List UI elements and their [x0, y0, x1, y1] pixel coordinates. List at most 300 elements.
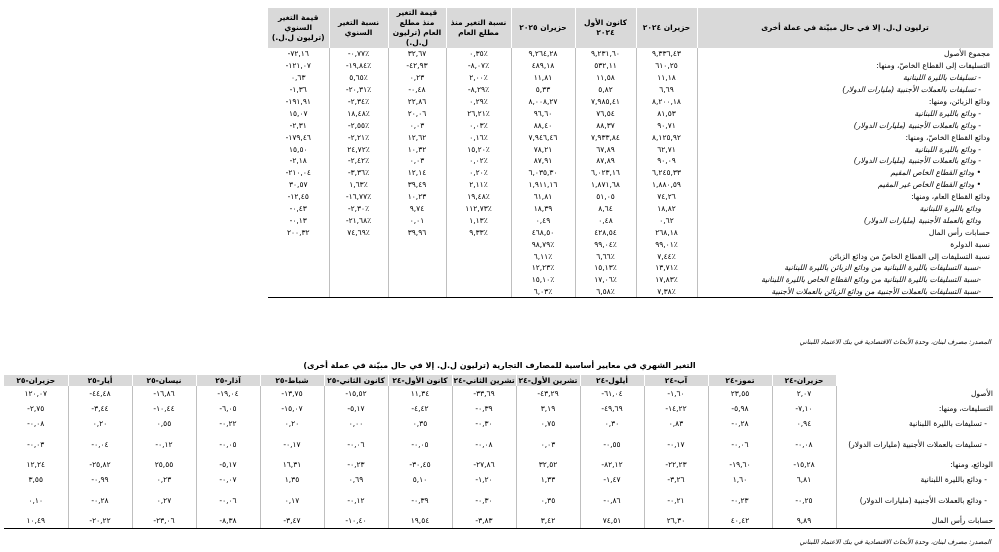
table-row	[268, 48, 993, 60]
cell-value: -٣,٤٧	[260, 513, 324, 528]
row-label: نسبة الدولرة	[950, 239, 990, 249]
cell-value	[446, 238, 511, 250]
cell-value: -١٩١,٩١	[268, 96, 329, 108]
column-header: أيلول-٢٤	[580, 375, 644, 386]
row-label: ودائع الزبائن، ومنها:	[928, 97, 990, 106]
row-label: حسابات رأس المال	[928, 227, 990, 237]
cell-value	[388, 238, 446, 250]
cell-value	[268, 274, 329, 286]
cell-value: ١١٢,٧٣٪	[446, 203, 511, 215]
cell-value: ٦,٦٩	[636, 84, 697, 96]
cell-value: ٨٧,٨٩	[575, 155, 636, 167]
cell-value: ٠,٢٣	[388, 72, 446, 84]
table-title: ترليون ل.ل. إلا في حال مبيّنة في عملة أخرى	[697, 8, 993, 48]
cell-value: ١,٣٣	[516, 472, 580, 487]
cell-value: -٨٢,١٢	[580, 457, 644, 472]
cell-value: -١,٤٧	[580, 472, 644, 487]
column-header: كانون الثاني-٢٥	[324, 375, 388, 386]
row-label: حسابات رأس المال	[836, 513, 995, 528]
header-blank	[836, 375, 995, 386]
cell-value: -٤٢,٩٣	[388, 60, 446, 72]
table-row	[268, 214, 993, 226]
cell-value: -٠,١٧	[260, 431, 324, 457]
cell-value: -٢,٣٠٪	[329, 203, 388, 215]
cell-value: ٠,٢٩٪	[446, 96, 511, 108]
cell-value	[268, 286, 329, 298]
cell-value: ٢,٠٧	[772, 386, 836, 401]
cell-value: -١٩,٠٤	[196, 386, 260, 401]
cell-value: ١٢٠,٠٧	[4, 386, 68, 401]
cell-value: -١٢,٤٥	[268, 191, 329, 203]
table-row	[4, 401, 995, 416]
balance-sheet-table	[268, 8, 994, 298]
cell-value: ٨٨,٤٠	[511, 119, 575, 131]
cell-value: ٨١,٥٣	[636, 107, 697, 119]
cell-value: ٩,٣٣٦,٤٣	[636, 48, 697, 60]
row-label: ودائع القطاع الخاصّ، ومنها:	[905, 132, 990, 142]
cell-value: -٣,٣٦٪	[329, 167, 388, 179]
cell-value: -١٦,٨٦	[132, 386, 196, 401]
cell-value	[268, 238, 329, 250]
column-header: قيمة التغير منذ مطلع العام (ترليون ل.ل.)	[388, 8, 446, 48]
cell-value: -٣٠,٤٥	[388, 457, 452, 472]
cell-value: ٩,٣٣٪	[446, 226, 511, 238]
cell-value: ٠,٠١	[388, 214, 446, 226]
cell-value: ٥١,٠٥	[575, 191, 636, 203]
cell-value: -٠,٠٦	[196, 487, 260, 513]
table-row	[268, 60, 993, 72]
cell-value: ١,٦٣٪	[329, 179, 388, 191]
cell-value: -٠,٠٦	[708, 431, 772, 457]
cell-value: ٤٨٩,١٨	[511, 60, 575, 72]
cell-value: ٦١٠,٢٥	[636, 60, 697, 72]
cell-value: ١٢,٢٤	[4, 457, 68, 472]
cell-value: -٥,١٧	[324, 401, 388, 416]
cell-value: ٦١,٨١	[511, 191, 575, 203]
cell-value: ١٥,١٠٪	[511, 274, 575, 286]
cell-value: ٢٢,٨٦	[388, 96, 446, 108]
table-row	[268, 179, 993, 191]
cell-value: ٦,٨١	[772, 472, 836, 487]
cell-value: -٢,٥٥٪	[329, 119, 388, 131]
cell-value: ٧٤,٦٩٪	[329, 226, 388, 238]
cell-value: ٤٢٨,٥٤	[575, 226, 636, 238]
table-row	[4, 457, 995, 472]
cell-value: -٨,٣٨	[196, 513, 260, 528]
cell-value: ٤٠,٤٢	[708, 513, 772, 528]
cell-value: ٠,٣٥	[388, 416, 452, 431]
cell-value: ٠,٢٠٪	[446, 167, 511, 179]
table-row	[4, 386, 995, 401]
cell-value: ٥,٣٣	[511, 84, 575, 96]
cell-value: ٣,٤٢	[516, 513, 580, 528]
cell-value	[268, 262, 329, 274]
cell-value: -٠,٣٩	[452, 401, 516, 416]
cell-value: ٦,١١٪	[511, 250, 575, 262]
cell-value: ٣٩,٤٩	[388, 179, 446, 191]
cell-value: -٠,٧٧٪	[329, 48, 388, 60]
cell-value: ٦,٦٦٪	[575, 250, 636, 262]
cell-value: -٢,٤٢٪	[329, 155, 388, 167]
row-label: - ودائع بالعملات الأجنبية (مليارات الدولار)	[853, 156, 981, 166]
cell-value: ١٠,٢٣	[388, 191, 446, 203]
cell-value: ٦٢,٧١	[636, 143, 697, 155]
cell-value: ٣,١٩	[516, 401, 580, 416]
cell-value	[329, 262, 388, 274]
cell-value: ٠,٠٣	[388, 119, 446, 131]
cell-value: -٠,٠٨	[4, 416, 68, 431]
cell-value: ١١,٥٨	[575, 72, 636, 84]
cell-value: ١,٨٨٠,٥٩	[636, 179, 697, 191]
row-label: نسبة التسليفات إلى القطاع الخاصّ من ودائع الزبائن	[829, 251, 990, 261]
cell-value: -١,٣٦	[268, 84, 329, 96]
cell-value: ١,٣٥	[260, 472, 324, 487]
cell-value	[388, 250, 446, 262]
cell-value: ٢٣,٥٥	[708, 386, 772, 401]
cell-value	[329, 250, 388, 262]
cell-value: -٠,٠٧	[196, 472, 260, 487]
cell-value: ٩,٨٩	[772, 513, 836, 528]
cell-value	[388, 286, 446, 298]
cell-value: ١٠,٣٢	[388, 143, 446, 155]
row-label: التسليفات إلى القطاع الخاصّ، ومنها:	[876, 61, 990, 71]
table-row	[268, 203, 993, 215]
cell-value: ٧,٩٨٥,٤١	[575, 96, 636, 108]
table-row	[268, 119, 993, 131]
cell-value: ٧٤,٢٦	[636, 191, 697, 203]
cell-value: -٢٧,٨٦	[452, 457, 516, 472]
table-row	[268, 274, 993, 286]
monthly-change-table	[4, 375, 996, 529]
cell-value: ٠,٧٥	[516, 416, 580, 431]
cell-value: ١٦,٣١	[260, 457, 324, 472]
cell-value: -٤٤,٤٨	[68, 386, 132, 401]
cell-value: ٠,٢٧	[132, 487, 196, 513]
cell-value: ٥,٨٢	[575, 84, 636, 96]
cell-value: -٦١,٠٤	[580, 386, 644, 401]
cell-value: ٢٤,٧٢٪	[329, 143, 388, 155]
cell-value: ٩٠,٠٩	[636, 155, 697, 167]
cell-value: ١١,٨١	[511, 72, 575, 84]
cell-value: -٠,٣٠	[452, 487, 516, 513]
cell-value: -٠,٢٢	[196, 416, 260, 431]
cell-value: ٤٦٨,٥٠	[511, 226, 575, 238]
cell-value	[446, 274, 511, 286]
cell-value: -٢,٧٥	[4, 401, 68, 416]
cell-value: ١١,١٨	[636, 72, 697, 84]
column-header: تشرين الأول-٢٤	[516, 375, 580, 386]
cell-value: ٦٧,٨٩	[575, 143, 636, 155]
row-label: ودائع القطاع العام، ومنها:	[911, 192, 990, 202]
table-row	[4, 472, 995, 487]
cell-value: -٤,٤٢	[388, 401, 452, 416]
row-label: - تسليفات بالليرة اللبنانية	[902, 73, 981, 83]
column-header: نيسان-٢٥	[132, 375, 196, 386]
row-label: • ودائع القطاع الخاص غير المقيم	[877, 180, 981, 190]
cell-value: -٢,٢١٪	[329, 131, 388, 143]
cell-value: -١٢١,٠٧	[268, 60, 329, 72]
cell-value: ٩,٧٤	[388, 203, 446, 215]
cell-value: ٦,٥٨٪	[575, 286, 636, 298]
cell-value: -٠,٠٣	[4, 431, 68, 457]
cell-value: ٧٨,٢١	[511, 143, 575, 155]
cell-value: -٠,١٢	[324, 487, 388, 513]
cell-value: -٠,٢١	[644, 487, 708, 513]
cell-value: ٠,٠٠	[324, 416, 388, 431]
cell-value: ٠,٥٥	[132, 416, 196, 431]
cell-value: ٨,٠٠٨,٢٧	[511, 96, 575, 108]
cell-value: ٩,٢٣١,٦٠	[575, 48, 636, 60]
column-header: حزيران-٢٤	[772, 375, 836, 386]
cell-value: ٩٩,٠١٪	[636, 238, 697, 250]
row-label: • ودائع القطاع الخاص المقيم	[890, 168, 981, 178]
cell-value: ٠,٦٣	[268, 72, 329, 84]
cell-value: ١,١٣٪	[446, 214, 511, 226]
cell-value: -٠,٢٨	[708, 416, 772, 431]
table-row	[4, 431, 995, 457]
cell-value: ١,٦٠	[708, 472, 772, 487]
cell-value: ٢٥,٥٥	[132, 457, 196, 472]
cell-value: ٠,٢٣	[132, 472, 196, 487]
table-row	[268, 155, 993, 167]
cell-value: -٥,٩٨	[708, 401, 772, 416]
cell-value: ١١,٣٤	[388, 386, 452, 401]
cell-value: -٠,٤٣	[268, 203, 329, 215]
cell-value: -١٥,٥٢	[324, 386, 388, 401]
cell-value: ٣٠,٥٧	[268, 179, 329, 191]
cell-value: ٥,١٠	[388, 472, 452, 487]
cell-value: -٠,٨٦	[580, 487, 644, 513]
cell-value: -٣٣,٦٩	[452, 386, 516, 401]
cell-value: ٨٨,٣٧	[575, 119, 636, 131]
cell-value: ٧,٩٤٦,٤٦	[511, 131, 575, 143]
column-header: حزيران ٢٠٢٤	[636, 8, 697, 48]
cell-value: -١٣,٧٥	[260, 386, 324, 401]
cell-value: ١٧,٨٣٪	[636, 274, 697, 286]
column-header: حزيران-٢٥	[4, 375, 68, 386]
cell-value: -٢١٠,٠٤	[268, 167, 329, 179]
cell-value: ٥٣٢,١١	[575, 60, 636, 72]
cell-value: -٣,٤٤	[68, 401, 132, 416]
cell-value: -٤٩,٦٩	[580, 401, 644, 416]
cell-value: ٦,٠٢٣,١٦	[575, 167, 636, 179]
cell-value: -٠,٢٥	[772, 487, 836, 513]
row-label: التسليفات، ومنها:	[938, 404, 993, 413]
row-label: ودائع بالليرة اللبنانية	[919, 204, 981, 214]
cell-value: -٢١,٦٨٪	[329, 214, 388, 226]
table2-source: المصدر: مصرف لبنان، وحدة الأبحاث الاقتصادية في بنك الاعتماد اللبناني	[799, 538, 991, 546]
cell-value: -١٩,٦٠	[708, 457, 772, 472]
table-row	[4, 487, 995, 513]
row-label: -نسبة التسليفات بالليرة اللبنانية من ودائع القطاع الخاص بالليرة اللبنانية	[761, 275, 981, 285]
row-label: - تسليفات بالعملات الأجنبية (مليارات الدولار)	[842, 85, 981, 95]
column-header: نسبة التغير السنوي	[329, 8, 388, 48]
column-header: حزيران ٢٠٢٥	[511, 8, 575, 48]
cell-value: -٠,٤٨	[388, 84, 446, 96]
cell-value: ٢٦,٢١٪	[446, 107, 511, 119]
cell-value: ٠,٦٢	[636, 214, 697, 226]
cell-value: ١٢,٢٣٪	[511, 262, 575, 274]
cell-value: ٠,١٦٪	[446, 131, 511, 143]
cell-value: ٠,١٧	[260, 487, 324, 513]
cell-value: -٢,٣٤٪	[329, 96, 388, 108]
cell-value: ١٢,٦٢	[388, 131, 446, 143]
table-row	[268, 143, 993, 155]
cell-value: ٩٩,٠٤٪	[575, 238, 636, 250]
row-label: الودائع، ومنها:	[950, 460, 993, 469]
cell-value: -٨,٠٧٪	[446, 60, 511, 72]
cell-value: ٢٦٨,١٨	[636, 226, 697, 238]
cell-value: -٠,٣٩	[388, 487, 452, 513]
cell-value: ١,٨٧١,٦٨	[575, 179, 636, 191]
cell-value: ١٥,١٣٪	[575, 262, 636, 274]
table-row	[268, 286, 993, 298]
table-row	[4, 513, 995, 528]
cell-value: -١٧٩,٤٦	[268, 131, 329, 143]
cell-value: ٠,٨٣	[644, 416, 708, 431]
row-label: الأصول	[970, 389, 993, 398]
row-label: - ودائع بالليرة اللبنانية	[920, 475, 987, 484]
cell-value: -١,٢٠	[452, 472, 516, 487]
row-label: - ودائع بالليرة اللبنانية	[914, 108, 981, 118]
cell-value: ٨٧,٩١	[511, 155, 575, 167]
cell-value: ١٣,٧١٪	[636, 262, 697, 274]
cell-value: ٣٩,٩٦	[388, 226, 446, 238]
cell-value: ٩٨,٧٩٪	[511, 238, 575, 250]
cell-value: ٧,٩٣٣,٨٤	[575, 131, 636, 143]
cell-value: -٧,١٠	[772, 401, 836, 416]
cell-value	[446, 262, 511, 274]
cell-value: -١٦,٧٧٪	[329, 191, 388, 203]
row-label: -نسبة التسليفات بالليرة اللبنانية من ودائع الزبائن بالليرة اللبنانية	[784, 263, 981, 273]
cell-value: -٠,٢٨	[68, 487, 132, 513]
cell-value: ٩٠,٧١	[636, 119, 697, 131]
cell-value	[446, 250, 511, 262]
cell-value: -٠,٢٣	[324, 457, 388, 472]
cell-value: -٠,٩٩	[68, 472, 132, 487]
cell-value: ٠,٠٢٪	[446, 155, 511, 167]
cell-value: -٠,١٢	[132, 431, 196, 457]
cell-value: -١٩,٨٤٪	[329, 60, 388, 72]
row-label: ودائع بالعملة الأجنبية (مليارات الدولار)	[863, 215, 981, 225]
table1-source: المصدر: مصرف لبنان، وحدة الأبحاث الاقتصادية في بنك الاعتماد اللبناني	[799, 338, 991, 346]
table-row	[268, 238, 993, 250]
cell-value: ٥,٦٥٪	[329, 72, 388, 84]
cell-value: -١,٦٠	[644, 386, 708, 401]
cell-value: -٢,٣١	[268, 119, 329, 131]
cell-value: ١٢,١٤	[388, 167, 446, 179]
cell-value: -٦,٠٥	[196, 401, 260, 416]
table2-title: التغير الشهري في معايير أساسية للمصارف التجارية (ترليون ل.ل. إلا في حال مبيّنة في عملة أخرى)	[303, 361, 696, 370]
cell-value: -٠,٠٨	[772, 431, 836, 457]
column-header: قيمة التغير السنوي (ترليون ل.ل.)	[268, 8, 329, 48]
column-header: شباط-٢٥	[260, 375, 324, 386]
cell-value: ٧,٤٤٪	[636, 250, 697, 262]
table-row	[268, 226, 993, 238]
cell-value: ٣,٥٥	[4, 472, 68, 487]
column-header: آب-٢٤	[644, 375, 708, 386]
column-header: كانون الأول-٢٤	[388, 375, 452, 386]
cell-value: ٦,٢٤٥,٣٣	[636, 167, 697, 179]
table-row	[268, 72, 993, 84]
cell-value: ٠,٠٣	[516, 431, 580, 457]
cell-value	[329, 286, 388, 298]
cell-value: ١٨,٨٢	[636, 203, 697, 215]
cell-value: ٢٠٠,٣٢	[268, 226, 329, 238]
cell-value: ٢٦,٣٠	[644, 513, 708, 528]
cell-value	[388, 262, 446, 274]
cell-value: ٠,٢٠	[260, 416, 324, 431]
cell-value: -١٥,٠٧	[260, 401, 324, 416]
cell-value	[329, 274, 388, 286]
cell-value: ٧,٣٨٪	[636, 286, 697, 298]
row-label: -نسبة التسليفات بالعملات الأجنبية من ودائع الزبائن بالعملات الأجنبية	[697, 286, 993, 298]
cell-value: -٨,٢٩٪	[446, 84, 511, 96]
cell-value: -٧٢,١٦	[268, 48, 329, 60]
cell-value: ٩٦,٦٠	[511, 107, 575, 119]
row-label: مجموع الأصول	[944, 49, 990, 59]
cell-value: ٧٤,٥١	[580, 513, 644, 528]
table-row	[268, 84, 993, 96]
cell-value: ٢,٠٠٪	[446, 72, 511, 84]
cell-value: -١٤,٢٢	[644, 401, 708, 416]
cell-value: -٠,٥٥	[580, 431, 644, 457]
cell-value: -١٥,٢٨	[772, 457, 836, 472]
cell-value: ١٥,٠٧	[268, 107, 329, 119]
cell-value: ١٩,٤٨٪	[446, 191, 511, 203]
cell-value: -٤٣,٢٩	[516, 386, 580, 401]
cell-value: ١٠,٤٩	[4, 513, 68, 528]
cell-value	[446, 286, 511, 298]
row-label: - تسليفات بالليرة اللبنانية	[908, 419, 987, 428]
cell-value: ١٨,٤٨٪	[329, 107, 388, 119]
cell-value: ١٧,٠٦٪	[575, 274, 636, 286]
cell-value: ٠,٤٩	[511, 214, 575, 226]
cell-value: ٠,٢٠	[68, 416, 132, 431]
cell-value: -٢٥,٨٢	[68, 457, 132, 472]
cell-value: -٣,٨٣	[452, 513, 516, 528]
table-row	[268, 96, 993, 108]
cell-value: -٢٠,٢٢	[68, 513, 132, 528]
cell-value: ٠,٦٩	[324, 472, 388, 487]
cell-value: ٩,٢٦٤,٢٨	[511, 48, 575, 60]
column-header: نسبة التغير منذ مطلع العام	[446, 8, 511, 48]
cell-value: ١٩,٥٤	[388, 513, 452, 528]
row-label: - ودائع بالعملات الأجنبية (مليارات الدولار)	[859, 495, 987, 505]
row-label: - ودائع بالعملات الأجنبية (مليارات الدولار)	[853, 120, 981, 130]
cell-value: ١٥,٢٠٪	[446, 143, 511, 155]
cell-value: ٦,٠٣٥,٣٠	[511, 167, 575, 179]
column-header: آذار-٢٥	[196, 375, 260, 386]
cell-value: ٦,٠٣٪	[511, 286, 575, 298]
cell-value: -٠,٢٣	[708, 487, 772, 513]
cell-value: ١,٩١١,١٦	[511, 179, 575, 191]
cell-value: ٨,٢٠٠,١٨	[636, 96, 697, 108]
cell-value: -٠,١٣	[268, 214, 329, 226]
cell-value: -٠,٣٠	[452, 416, 516, 431]
row-label: - تسليفات بالعملات الأجنبية (مليارات الدولار)	[848, 439, 987, 449]
cell-value: -٢٢,٢٣	[644, 457, 708, 472]
column-header: كانون الأول ٢٠٢٤	[575, 8, 636, 48]
cell-value: -١٠,٤٠	[324, 513, 388, 528]
cell-value: ٣٢,٥٢	[516, 457, 580, 472]
cell-value: ١٥,٥٠	[268, 143, 329, 155]
cell-value: ٠,٣٥٪	[446, 48, 511, 60]
cell-value: ٠,٤٨	[575, 214, 636, 226]
cell-value: ٢٠,٠٦	[388, 107, 446, 119]
cell-value	[388, 274, 446, 286]
cell-value: ٠,١٠	[4, 487, 68, 513]
